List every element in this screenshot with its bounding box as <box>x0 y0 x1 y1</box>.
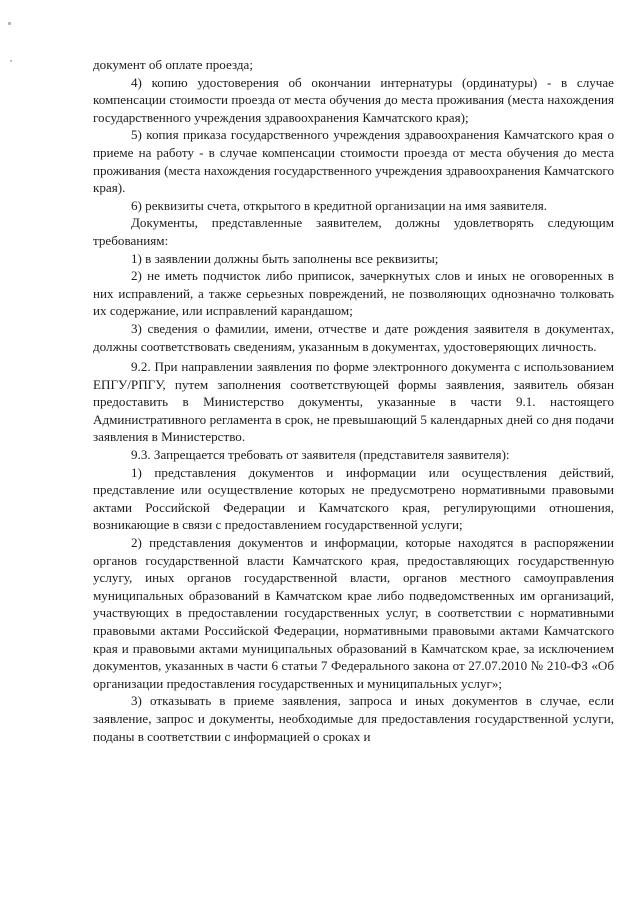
paragraph-9-3: 9.3. Запрещается требовать от заявителя (представителя заявителя): <box>131 447 510 463</box>
paragraph-item-5: 5) копия приказа государственного учреждения здравоохранения Камчатского края о приеме на работу - в случае компенсации стоимости проезда от места обучения до места проживания (места нахождения государственного учреждения здравоохранения Камчатского края). <box>93 127 614 196</box>
paragraph-9-3-1: 1) представления документов и информации или осуществления действий, представление или осуществление которых не предусмотрено нормативными правовыми актами Российской Федерации и Камчатского края, регулирующими отношения, возникающие в связи с предоставлением государственной услуги; <box>93 464 614 533</box>
document-body <box>93 56 614 745</box>
paragraph-continuation: документ об оплате проезда; <box>93 57 253 72</box>
paragraph-9-3-2: 2) представления документов и информации, которые находятся в распоряжении органов государственной власти Камчатского края, предоставляющих государственную услугу, иных органов государственной власти, органов местного самоуправления муниципальных образований в Камчатском крае либо подведомственных им организаций, участвующих в предоставлении государственных услуг, в соответствии с нормативными правовыми актами Российской Федерации, нормативными правовыми актами Камчатского края и правовыми актами муниципальных образований в Камчатском крае, за исключением документов, указанных в части 6 статьи 7 Федерального закона от 27.07.2010 № 210-ФЗ «Об организации предоставления государственных и муниципальных услуг»; <box>93 535 614 691</box>
scan-artifact <box>10 60 12 62</box>
paragraph-item-6: 6) реквизиты счета, открытого в кредитной организации на имя заявителя. <box>131 197 548 213</box>
paragraph-item-4: 4) копию удостоверения об окончании интернатуры (ординатуры) - в случае компенсации стоимости проезда от места обучения до места проживания (места нахождения государственного учреждения здравоохранения Камчатского края); <box>93 74 614 125</box>
scan-artifact <box>8 22 11 25</box>
paragraph-9-2: 9.2. При направлении заявления по форме электронного документа с использованием ЕПГУ/РПГУ, путем заполнения соответствующей формы заявления, заявитель обязан предоставить в Министерство документы, указанные в части 9.1. настоящего Административного регламента в срок, не превышающий 5 календарных дней со дня подачи заявления в Министерство. <box>93 359 614 445</box>
paragraph-requirement-2: 2) не иметь подчисток либо приписок, зачеркнутых слов и иных не оговоренных в них исправлений, а также серьезных повреждений, не позволяющих однозначно толковать их содержание, или исправлений карандашом; <box>93 268 614 319</box>
paragraph-9-3-3: 3) отказывать в приеме заявления, запроса и иных документов в случае, если заявление, запрос и документы, необходимые для предоставления государственной услуги, поданы в соответствии с информацией о сроках и <box>93 693 614 744</box>
paragraph-requirement-3: 3) сведения о фамилии, имени, отчестве и дате рождения заявителя в документах, должны соответствовать сведениям, указанным в документах, удостоверяющих личность. <box>93 320 614 354</box>
paragraph-requirement-1: 1) в заявлении должны быть заполнены все реквизиты; <box>131 250 439 266</box>
paragraph-requirements: Документы, представленные заявителем, должны удовлетворять следующим требованиям: <box>93 215 614 248</box>
